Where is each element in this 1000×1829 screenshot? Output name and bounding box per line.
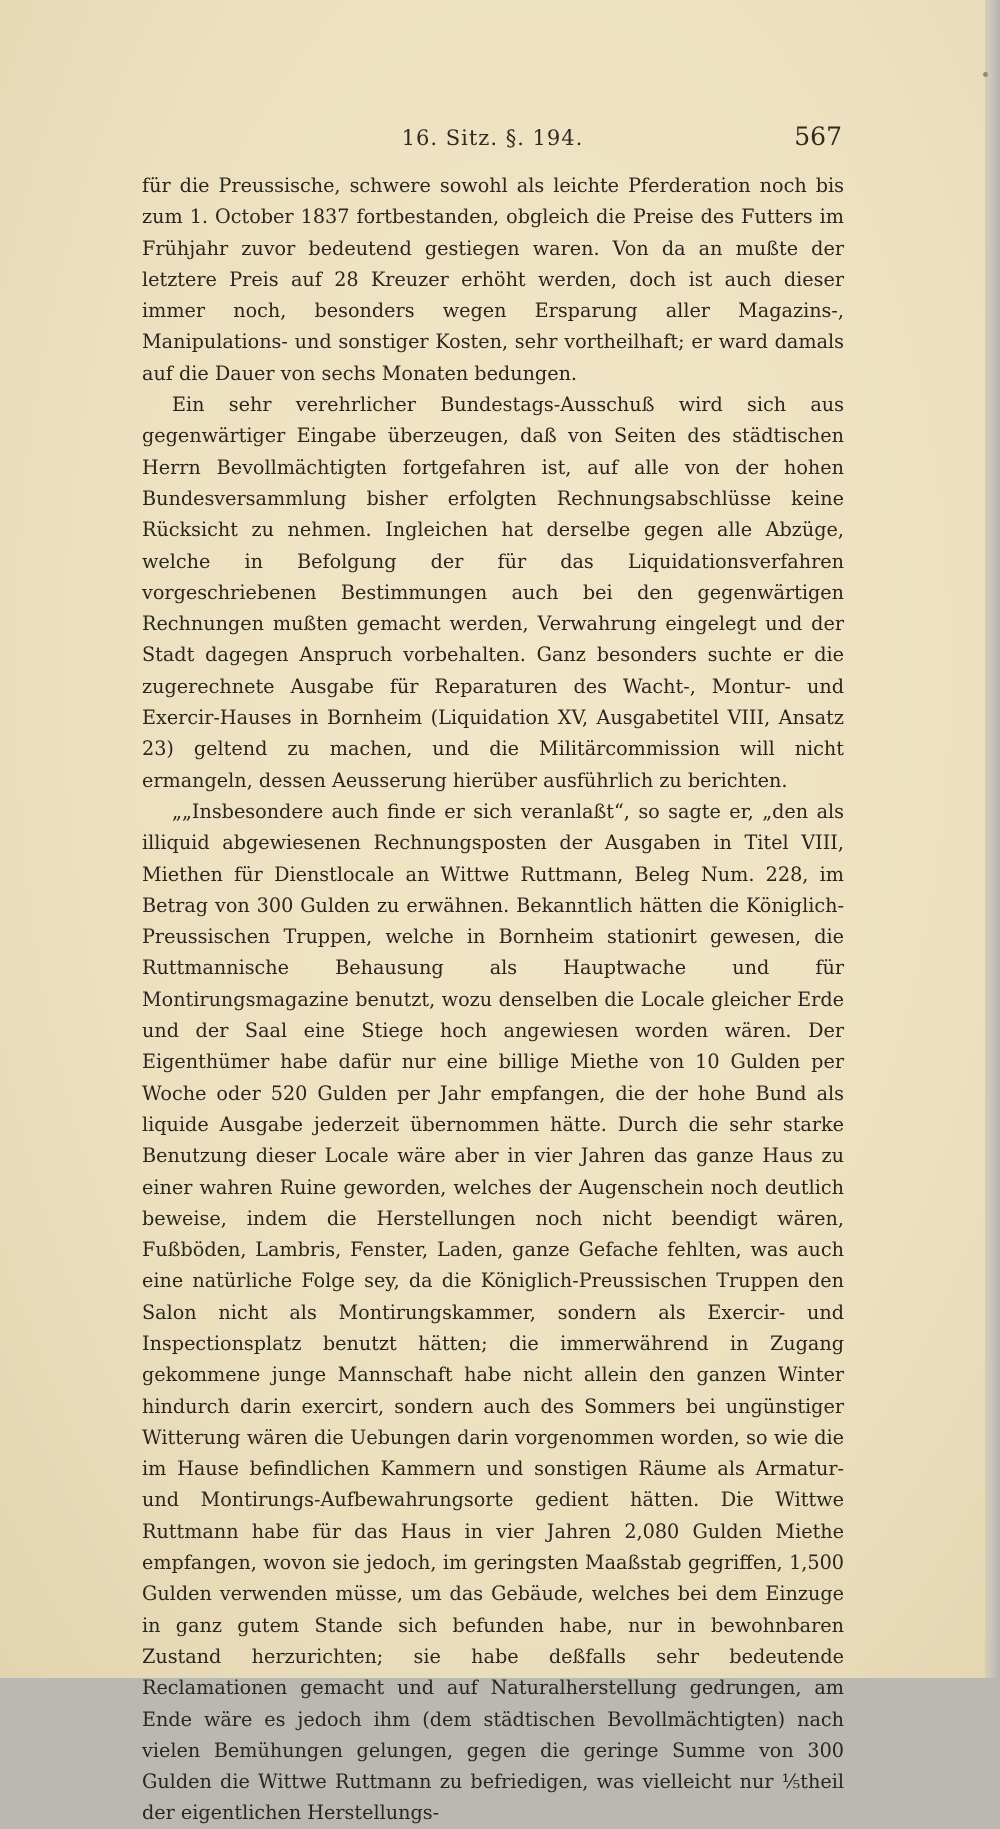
paragraph: Ein sehr verehrlicher Bundestags-Ausschuß wird sich aus gegenwärtiger Eingabe überzeugen, daß von Seiten des städtischen Herrn Bevollmächtigten fortgefahren ist, auf alle von der hohen Bundesversammlung bisher erfolgten Rechnungsabschlüsse keine Rücksicht zu nehmen. Ingleichen hat derselbe gegen alle Abzüge, welche in Befolgung der für das Liquidationsverfahren vorgeschriebenen Bestimmungen auch bei den gegenwärtigen Rechnungen mußten gemacht werden, Verwahrung eingelegt und der Stadt dagegen Anspruch vorbehalten. Ganz besonders suchte er die zugerechnete Ausgabe für Reparaturen des Wacht-, Montur- und Exercir-Hauses in Bornheim (Liquidation XV, Ausgabetitel VIII, Ansatz 23) geltend zu machen, und die Militärcommission will nicht ermangeln, dessen Aeusserung hierüber ausführlich zu berichten. [142,393,844,792]
paragraph: für die Preussische, schwere sowohl als leichte Pferderation noch bis zum 1. October 1837 fortbestanden, obgleich die Preise des Futters im Frühjahr zuvor bedeutend gestiegen waren. Von da an mußte der letztere Preis auf 28 Kreuzer erhöht werden, doch ist auch dieser immer noch, besonders wegen Ersparung aller Magazins-, Manipulations- und sonstiger Kosten, sehr vortheilhaft; er ward damals auf die Dauer von sechs Monaten bedungen. [142,174,844,385]
running-head: 16. Sitz. §. 194. [401,126,584,150]
scan-speck [983,72,988,77]
body-text [142,170,844,1829]
page-number: 567 [794,122,842,151]
page-edge [985,0,1000,1678]
page-header [0,122,985,162]
paragraph: „„Insbesondere auch finde er sich veranlaßt“, so sagte er, „den als illiquid abgewiesenen Rechnungsposten der Ausgaben in Titel VIII, Miethen für Dienstlocale an Wittwe Ruttmann, Beleg Num. 228, im Betrag von 300 Gulden zu erwähnen. Bekanntlich hätten die Königlich-Preussischen Truppen, welche in Bornheim stationirt gewesen, die Ruttmannische Behausung als Hauptwache und für Montirungsmagazine benutzt, wozu denselben die Locale gleicher Erde und der Saal eine Stiege hoch angewiesen worden wären. Der Eigenthümer habe dafür nur eine billige Miethe von 10 Gulden per Woche oder 520 Gulden per Jahr empfangen, die der hohe Bund als liquide Ausgabe jederzeit übernommen hätte. Durch die sehr starke Benutzung dieser Locale wäre aber in vier Jahren das ganze Haus zu einer wahren Ruine geworden, welches der Augenschein noch deutlich beweise, indem die Herstellungen noch nicht beendigt wären, Fußböden, Lambris, Fenster, Laden, ganze Gefache fehlten, was auch eine natürliche Folge sey, da die Königlich-Preussischen Truppen den Salon nicht als Montirungskammer, sondern als Exercir- und Inspectionsplatz benutzt hätten; die immerwährend in Zugang gekommene junge Mannschaft habe nicht allein den ganzen Winter hindurch darin exercirt, sondern auch des Sommers bei ungünstiger Witterung wären die Uebungen darin vorgenommen worden, so wie die im Hause befindlichen Kammern und sonstigen Räume als Armatur- und Montirungs-Aufbewahrungsorte gedient hätten. Die Wittwe Ruttmann habe für das Haus in vier Jahren 2,080 Gulden Miethe empfangen, wovon sie jedoch, im geringsten Maaßstab gegriffen, 1,500 Gulden verwenden müsse, um das Gebäude, welches bei dem Einzuge in ganz gutem Stande sich befunden habe, nur in bewohnbaren Zustand herzurichten; sie habe deßfalls sehr bedeutende Reclamationen gemacht und auf Naturalherstellung gedrungen, am Ende wäre es jedoch ihm (dem städtischen Bevollmächtigten) nach vielen Bemühungen gelungen, gegen die geringe Summe von 300 Gulden die Wittwe Ruttmann zu befriedigen, was vielleicht nur ⅕theil der eigentlichen Herstellungs- [142,799,844,1825]
